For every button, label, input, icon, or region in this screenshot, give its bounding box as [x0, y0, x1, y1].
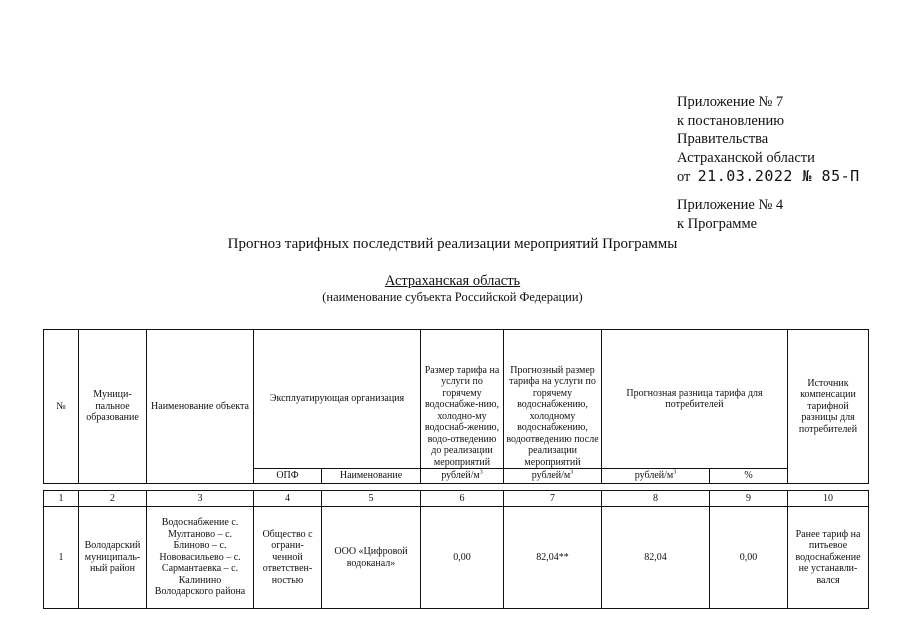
table-row: [44, 507, 869, 609]
cell-tariff-current: 0,00: [421, 507, 504, 609]
header-operator: Эксплуатирующая организация: [254, 330, 421, 469]
appendix-7-line4: Астраханской области: [677, 149, 815, 166]
subheader-unit-8: [602, 469, 710, 484]
cell-diff-pct: 0,00: [710, 507, 788, 609]
column-number: 8: [602, 491, 710, 507]
appendix-4-block: [677, 196, 783, 233]
column-number: 3: [147, 491, 254, 507]
header-source: Источник компенсации тарифной разницы для потребителей: [788, 330, 869, 484]
unit-6-text: рублей/м: [441, 470, 480, 482]
cell-operator-name: ООО «Цифровой водоканал»: [322, 507, 421, 609]
decree-line: [677, 167, 860, 187]
header-num: №: [44, 330, 79, 484]
unit-7-sup: 3: [570, 469, 574, 476]
appendix-7-block: [677, 93, 860, 187]
appendix-4-line2: к Программе: [677, 215, 758, 232]
cell-source: Ранее тариф на питьевое водоснабжение не устанавли-вался: [788, 507, 869, 609]
header-object: Наименование объекта: [147, 330, 254, 484]
header-municipality: Муници-пальное образование: [79, 330, 147, 484]
document-title: Прогноз тарифных последствий реализации мероприятий Программы: [227, 236, 678, 252]
appendix-7-line3: Правительства: [677, 131, 769, 147]
column-number: 7: [504, 491, 602, 507]
header-tariff-current: Размер тарифа на услуги по горячему водоснабже-нию, холодно-му водоснаб-жению, водо-отведению до реализации мероприятий: [421, 330, 504, 469]
column-number: 9: [710, 491, 788, 507]
unit-8-text: рублей/м: [634, 470, 674, 482]
tariff-forecast-table: [43, 329, 869, 609]
column-number: 1: [44, 491, 79, 507]
cell-num: 1: [44, 507, 79, 609]
column-numbers-row: [44, 491, 869, 507]
decree-prefix: от: [677, 169, 691, 185]
decree-number: 21.03.2022 № 85-П: [697, 167, 860, 185]
subheader-unit-7: [504, 469, 602, 484]
subheader-percent: %: [710, 469, 788, 484]
header-tariff-forecast: Прогнозный размер тарифа на услуги по горячему водоснабжению, холодному водоснабжению, водоотведению после реализации мероприятий: [504, 330, 602, 469]
subheader-unit-6: [421, 469, 504, 484]
cell-municipality: Володарский муниципаль-ный район: [79, 507, 147, 609]
header-difference: Прогнозная разница тарифа для потребителей: [602, 330, 788, 469]
unit-7-text: рублей/м: [531, 470, 571, 482]
spacer-cell: [44, 484, 869, 491]
unit-6-sup: 3: [479, 469, 483, 476]
header-row: [44, 330, 869, 469]
cell-opf: Общество с ограни-ченной ответствен-ностью: [254, 507, 322, 609]
column-number: 5: [322, 491, 421, 507]
appendix-7-title: Приложение № 7: [677, 94, 784, 110]
unit-8-sup: 3: [673, 469, 677, 476]
column-number: 2: [79, 491, 147, 507]
cell-diff-rub: 82,04: [602, 507, 710, 609]
subheader-opf: ОПФ: [254, 469, 322, 484]
column-number: 6: [421, 491, 504, 507]
subheader-name: Наименование: [322, 469, 421, 484]
column-number: 10: [788, 491, 869, 507]
column-number: 4: [254, 491, 322, 507]
appendix-7-line2: к постановлению: [677, 112, 785, 129]
spacer-row: [44, 484, 869, 491]
region-name: Астраханская область: [384, 273, 521, 289]
cell-tariff-forecast: 82,04**: [504, 507, 602, 609]
cell-object: Водоснабжение с. Мултаново – с. Блиново – с. Нововасильево – с. Сармантаевка – с. Калинино Володарского района: [147, 507, 254, 609]
appendix-4-title: Приложение № 4: [677, 197, 784, 213]
region-note: (наименование субъекта Российской Федерации): [322, 290, 583, 304]
